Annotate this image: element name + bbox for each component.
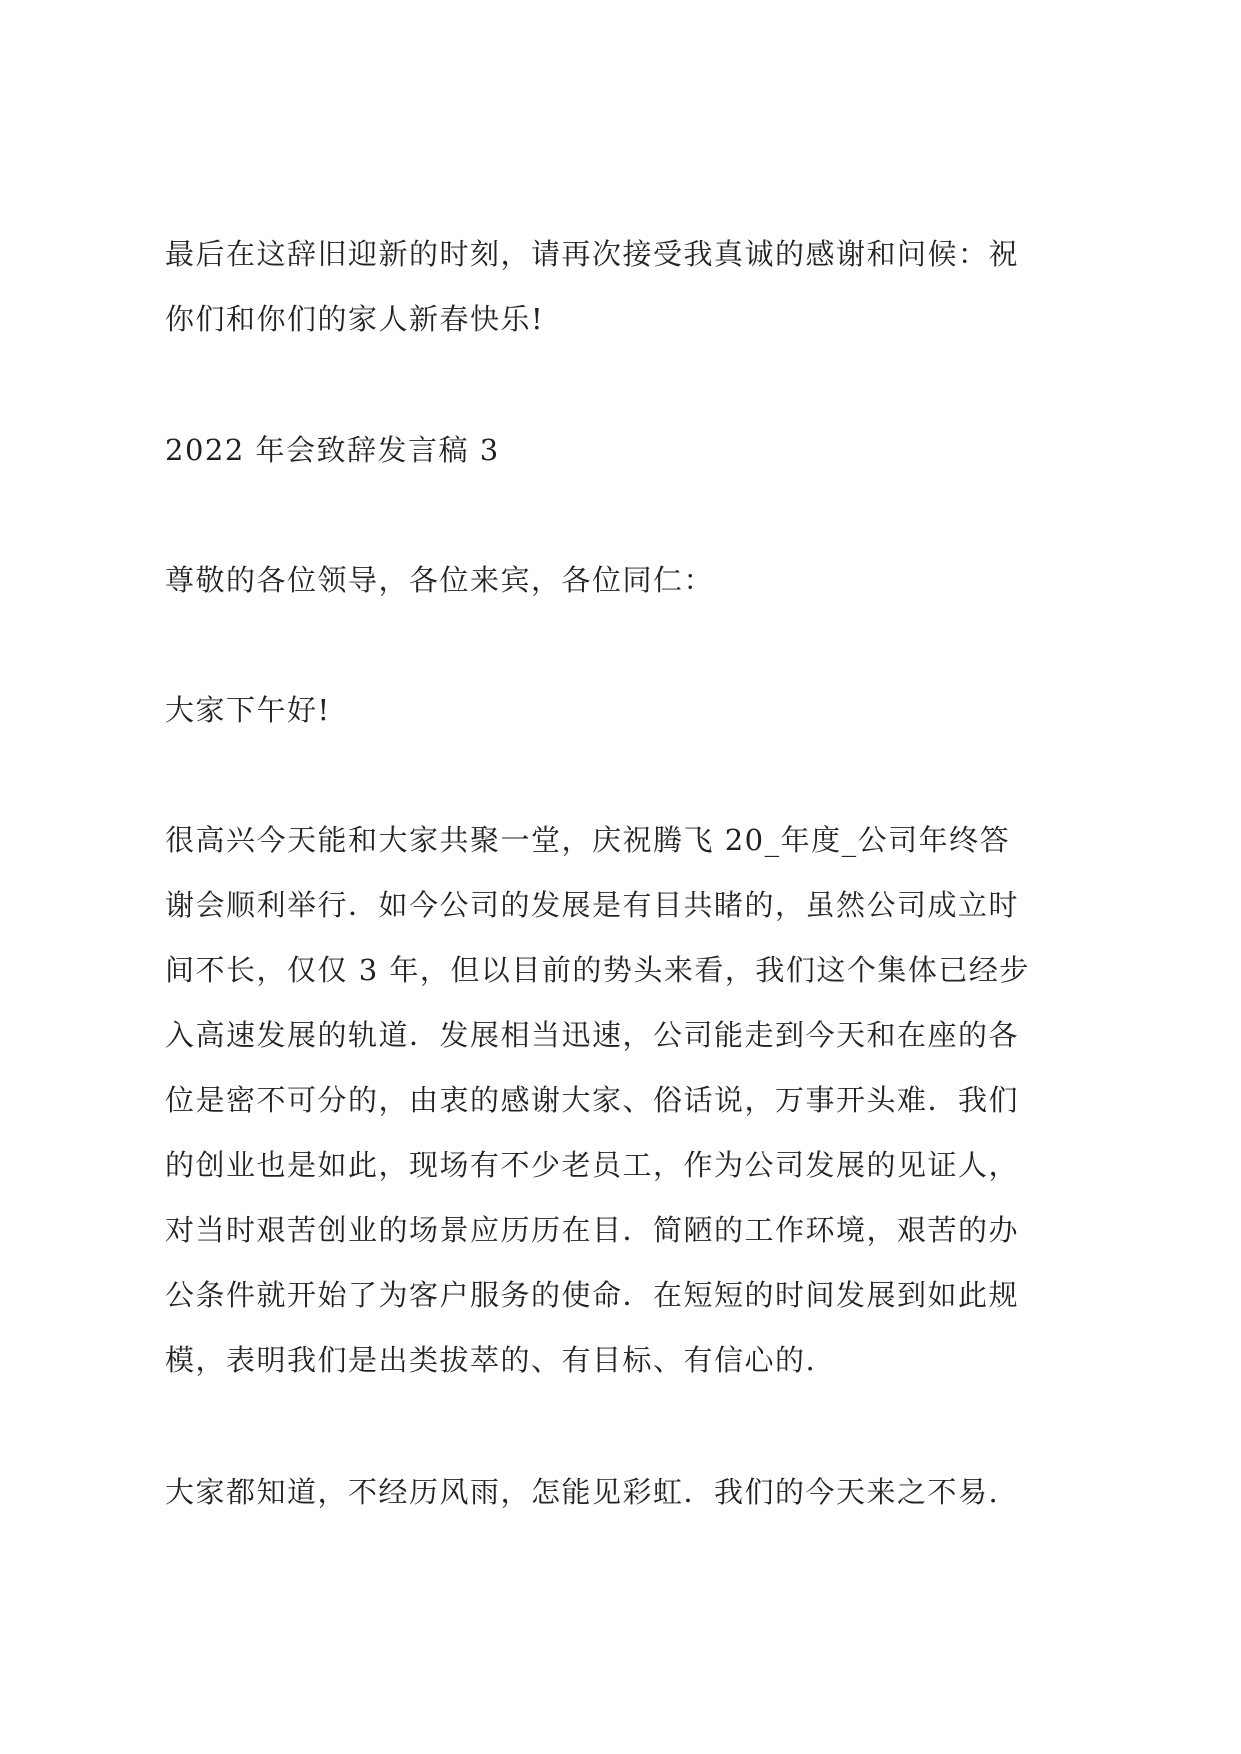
text-line: 公条件就开始了为客户服务的使命．在短短的时间发展到如此规: [165, 1278, 1020, 1312]
greeting-text: 大家下午好!: [165, 693, 331, 727]
text-line: 模，表明我们是出类拔萃的、有目标、有信心的.: [165, 1343, 817, 1377]
text-line: 很高兴今天能和大家共聚一堂，庆祝腾飞 20_年度_公司年终答: [165, 823, 1011, 857]
text-line: 位是密不可分的，由衷的感谢大家、俗话说，万事开头难．我们: [165, 1083, 1020, 1117]
closing-paragraph: [165, 222, 1090, 352]
text-line: 对当时艰苦创业的场景应历历在目．简陋的工作环境，艰苦的办: [165, 1213, 1020, 1247]
body-paragraph: [165, 808, 1090, 1393]
body-paragraph: [165, 1460, 1090, 1525]
salutation: [165, 548, 1090, 613]
section-heading: [165, 418, 1090, 483]
text-line: 谢会顺利举行．如今公司的发展是有目共睹的，虽然公司成立时: [165, 888, 1020, 922]
text-line: 最后在这辞旧迎新的时刻，请再次接受我真诚的感谢和问候：祝: [165, 237, 1020, 271]
text-line: 入高速发展的轨道．发展相当迅速，公司能走到今天和在座的各: [165, 1018, 1020, 1052]
text-line: 你们和你们的家人新春快乐!: [165, 302, 545, 336]
text-line: 大家都知道，不经历风雨，怎能见彩虹．我们的今天来之不易.: [165, 1475, 1000, 1509]
text-line: 间不长，仅仅 3 年，但以目前的势头来看，我们这个集体已经步: [165, 953, 1030, 987]
greeting: [165, 678, 1090, 743]
heading-text: 2022 年会致辞发言稿 3: [165, 433, 500, 467]
salutation-text: 尊敬的各位领导，各位来宾，各位同仁：: [165, 563, 715, 597]
text-line: 的创业也是如此，现场有不少老员工，作为公司发展的见证人，: [165, 1148, 1020, 1182]
